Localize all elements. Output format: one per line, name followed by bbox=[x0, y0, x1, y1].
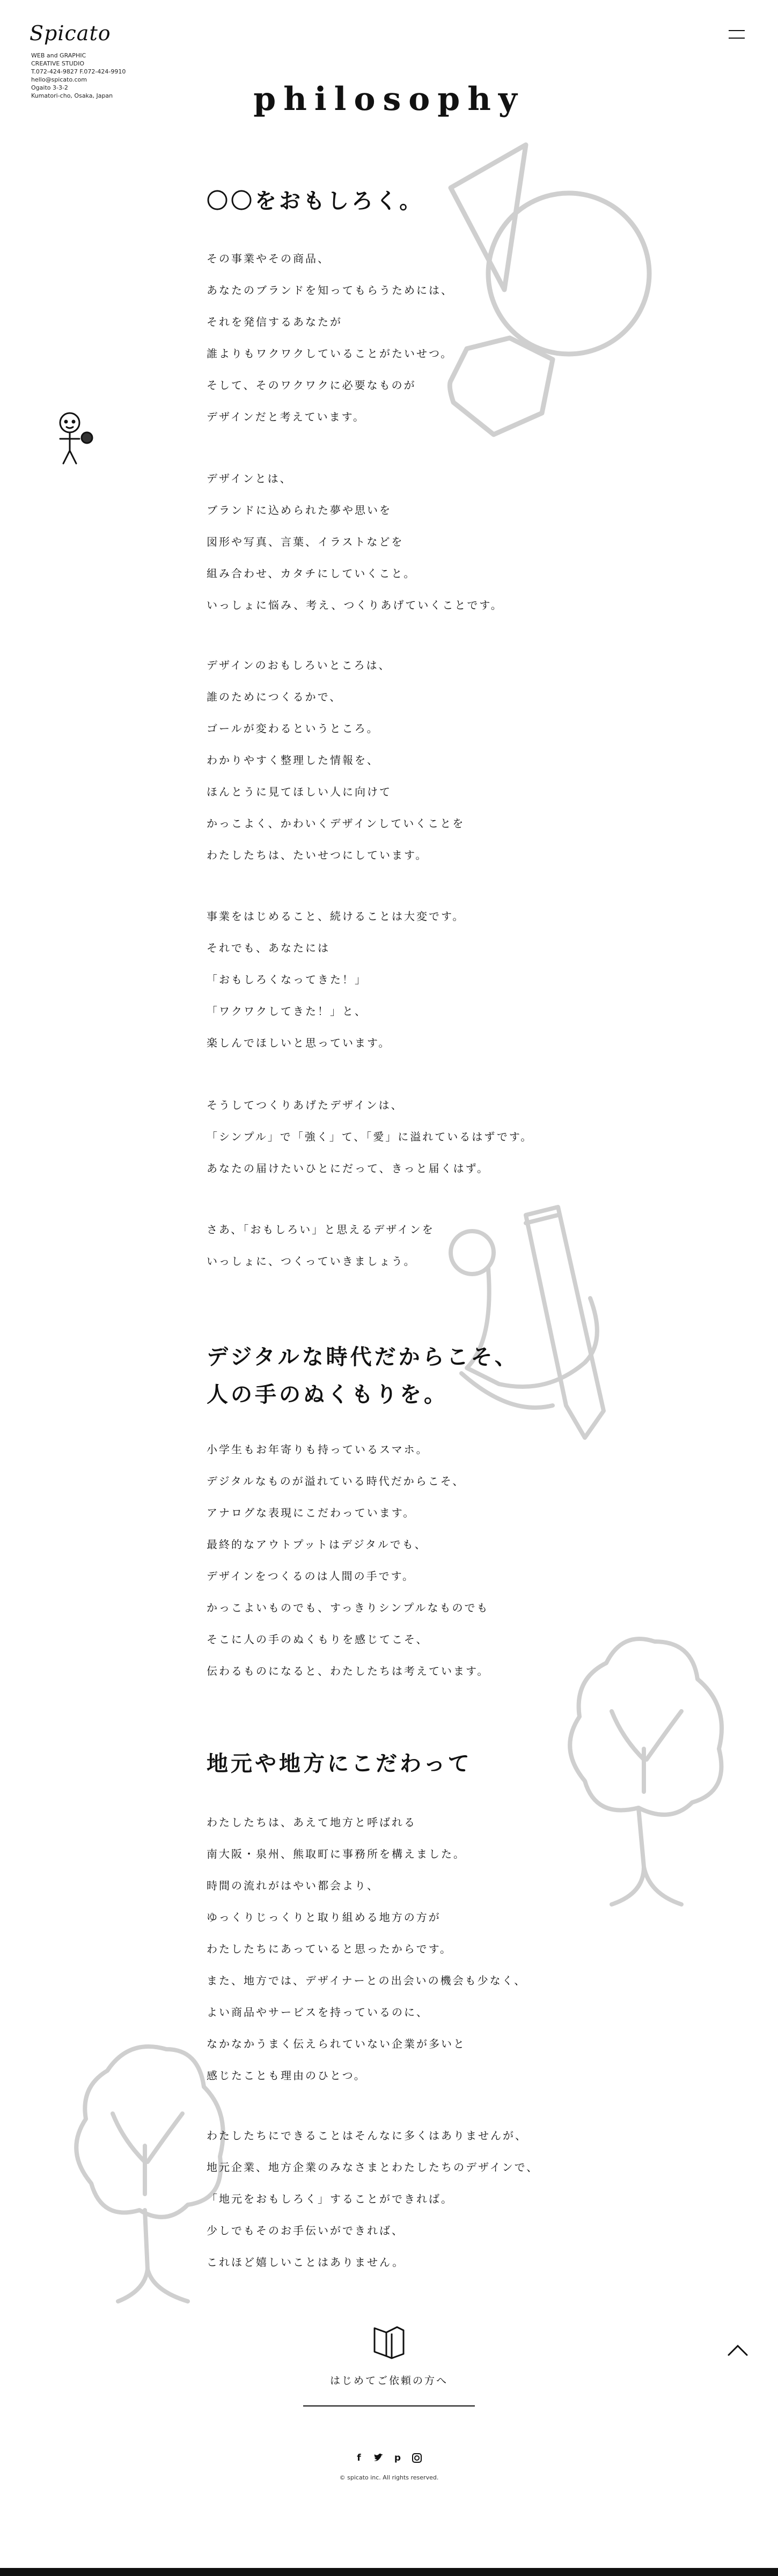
text-line: デザインだと考えています。 bbox=[207, 410, 365, 423]
text-line: 楽しんでほしいと思っています。 bbox=[207, 1036, 391, 1049]
text-line: さあ、「おもしろい」と思えるデザインを bbox=[207, 1223, 435, 1236]
text-line: あなたのブランドを知ってもらうためには、 bbox=[207, 284, 453, 297]
text-line: ゆっくりじっくりと取り組める地方の方が bbox=[207, 1911, 441, 1924]
text-line: 誰のためにつくるかで、 bbox=[207, 690, 342, 703]
heading-line: 人の手のぬくもりを。 bbox=[207, 1382, 448, 1407]
section-heading bbox=[207, 1745, 472, 1783]
text-line: 最終的なアウトプットはデジタルでも、 bbox=[207, 1538, 427, 1551]
text-line: 誰よりもワクワクしていることがたいせつ。 bbox=[207, 347, 453, 360]
text-line: デザインのおもしろいところは、 bbox=[207, 659, 391, 672]
facebook-icon[interactable]: f bbox=[357, 2453, 361, 2463]
instagram-icon[interactable] bbox=[412, 2453, 422, 2463]
text-line: いっしょに悩み、考え、つくりあげていくことです。 bbox=[207, 599, 503, 612]
text-line: デザインをつくるのは人間の手です。 bbox=[207, 1570, 415, 1583]
company-line: T.072-424-9827 F.072-424-9910 bbox=[31, 68, 126, 75]
text-line: 「おもしろくなってきた！」 bbox=[207, 973, 367, 986]
text-line: その事業やその商品、 bbox=[207, 252, 330, 265]
text-line: 南大阪・泉州、熊取町に事務所を構えました。 bbox=[207, 1848, 466, 1860]
company-line: WEB and GRAPHIC bbox=[31, 52, 86, 59]
paragraph bbox=[207, 1434, 489, 1687]
paragraph bbox=[207, 2120, 539, 2278]
text-line: 地元企業、地方企業のみなさまとわたしたちのデザインで、 bbox=[207, 2161, 539, 2174]
heading-line: デジタルな時代だからこそ、 bbox=[207, 1345, 519, 1370]
text-line: かっこよく、かわいくデザインしていくことを bbox=[207, 817, 465, 830]
text-line: そして、そのワクワクに必要なものが bbox=[207, 379, 416, 392]
text-line: それを発信するあなたが bbox=[207, 315, 342, 328]
back-to-top-button[interactable] bbox=[724, 2339, 751, 2360]
text-line: 小学生もお年寄りも持っているスマホ。 bbox=[207, 1443, 429, 1456]
text-line: あなたの届けたいひとにだって、きっと届くはず。 bbox=[207, 1162, 489, 1175]
text-line: なかなかうまく伝えられていない企業が多いと bbox=[207, 2037, 466, 2050]
logo[interactable]: Spicato bbox=[30, 21, 111, 45]
text-line: わたしたちにあっていると思ったからです。 bbox=[207, 1942, 452, 1955]
text-line: そこに人の手のぬくもりを感じてこそ、 bbox=[207, 1633, 429, 1646]
text-line: 伝わるものになると、わたしたちは考えています。 bbox=[207, 1665, 490, 1677]
text-line: 事業をはじめること、続けることは大変です。 bbox=[207, 910, 465, 923]
text-line: これほど嬉しいことはありません。 bbox=[207, 2256, 405, 2269]
paragraph bbox=[207, 243, 453, 433]
company-line: CREATIVE STUDIO bbox=[31, 60, 85, 67]
heading-line: 地元や地方にこだわって bbox=[207, 1751, 472, 1776]
bottom-bar bbox=[0, 2568, 778, 2576]
text-line: 図形や写真、言葉、イラストなどを bbox=[207, 535, 404, 548]
character-illustration bbox=[48, 408, 99, 467]
company-line: Ogaito 3-3-2 bbox=[31, 84, 68, 91]
text-line: ブランドに込められた夢や思いを bbox=[207, 504, 392, 517]
section-heading bbox=[207, 182, 423, 220]
pinterest-icon[interactable]: p bbox=[394, 2453, 401, 2463]
paragraph bbox=[207, 463, 503, 621]
text-line: かっこよいものでも、すっきりシンプルなものでも bbox=[207, 1601, 489, 1614]
text-line: わかりやすく整理した情報を、 bbox=[207, 754, 379, 767]
text-line: 「地元をおもしろく」することができれば。 bbox=[207, 2192, 453, 2205]
text-line: 感じたことも理由のひとつ。 bbox=[207, 2069, 366, 2082]
paragraph bbox=[207, 1090, 533, 1184]
paragraph bbox=[207, 901, 465, 1059]
first-request-link[interactable] bbox=[303, 2323, 475, 2409]
shapes-illustration bbox=[429, 134, 655, 435]
text-line: わたしたちにできることはそんなに多くはありませんが、 bbox=[207, 2129, 527, 2142]
paragraph bbox=[207, 1807, 526, 2092]
social-links bbox=[351, 2453, 427, 2465]
pencil-hand-illustration bbox=[429, 1202, 622, 1470]
page-title: philosophy bbox=[253, 80, 525, 118]
book-icon bbox=[370, 2323, 408, 2360]
text-line: デジタルなものが溢れている時代だからこそ、 bbox=[207, 1475, 465, 1488]
text-line: ゴールが変わるというところ。 bbox=[207, 722, 379, 735]
text-line: また、地方では、デザイナーとの出会いの機会も少なく、 bbox=[207, 1974, 527, 1987]
text-line: いっしょに、つくっていきましょう。 bbox=[207, 1255, 416, 1268]
text-line: アナログな表現にこだわっています。 bbox=[207, 1506, 416, 1519]
heading-line: 〇〇をおもしろく。 bbox=[207, 189, 424, 214]
twitter-icon[interactable] bbox=[373, 2453, 384, 2463]
cta-label: はじめてご依頼の方へ bbox=[329, 2375, 448, 2387]
text-line: わたしたちは、あえて地方と呼ばれる bbox=[207, 1816, 416, 1829]
text-line: 「ワクワクしてきた！」と、 bbox=[207, 1005, 367, 1018]
tree-illustration-right bbox=[558, 1631, 740, 1910]
text-line: 組み合わせ、カタチにしていくこと。 bbox=[207, 567, 416, 580]
copyright: © spicato inc. All rights reserved. bbox=[339, 2474, 439, 2481]
text-line: デザインとは、 bbox=[207, 472, 292, 485]
text-line: それでも、あなたには bbox=[207, 941, 330, 954]
text-line: そうしてつくりあげたデザインは、 bbox=[207, 1099, 403, 1112]
paragraph bbox=[207, 650, 465, 871]
text-line: わたしたちは、たいせつにしています。 bbox=[207, 849, 428, 862]
text-line: 「シンプル」で「強く」て、「愛」に溢れているはずです。 bbox=[207, 1130, 533, 1143]
company-line: hello@spicato.com bbox=[31, 76, 87, 83]
company-line: Kumatori-cho, Osaka, Japan bbox=[31, 92, 113, 99]
text-line: よい商品やサービスを持っているのに、 bbox=[207, 2006, 429, 2019]
text-line: 時間の流れがはやい都会より、 bbox=[207, 1879, 379, 1892]
paragraph bbox=[207, 1214, 435, 1277]
menu-button[interactable] bbox=[729, 30, 745, 40]
text-line: 少しでもそのお手伝いができれば、 bbox=[207, 2224, 404, 2237]
cta-underline bbox=[303, 2405, 475, 2406]
section-heading bbox=[207, 1338, 519, 1414]
text-line: ほんとうに見てほしい人に向けて bbox=[207, 785, 392, 798]
